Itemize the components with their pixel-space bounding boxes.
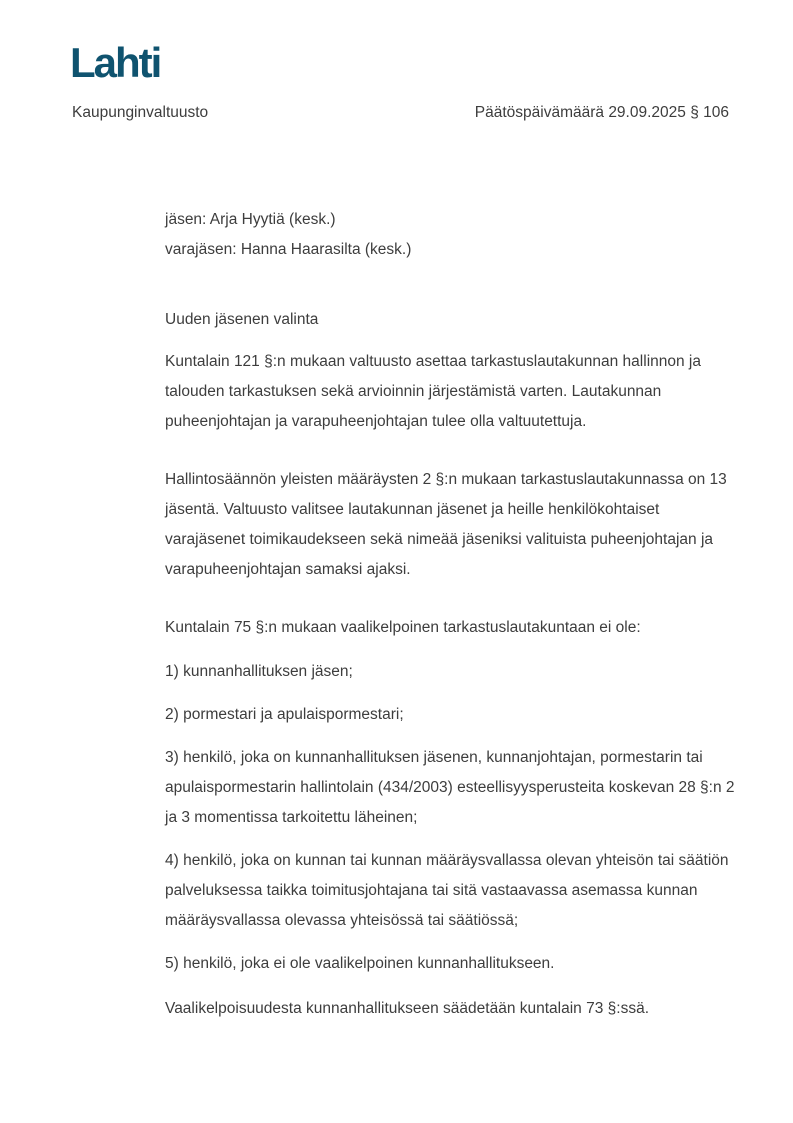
section-title: Uuden jäsenen valinta bbox=[165, 311, 319, 328]
document-header bbox=[0, 104, 793, 122]
member-block bbox=[165, 205, 743, 265]
paragraph: Kuntalain 121 §:n mukaan valtuusto asettaa tarkastuslautakunnan hallinnon ja talouden tarkastuksen sekä arvioinnin järjestämistä varten. Lautakunnan puheenjohtajan ja varapuheenjohtajan tulee olla valtuutettuja. bbox=[165, 353, 701, 430]
member-line: jäsen: Arja Hyytiä (kesk.) bbox=[165, 211, 336, 228]
document-body bbox=[165, 205, 743, 1024]
list-item: 3) henkilö, joka on kunnanhallituksen jäsenen, kunnanjohtajan, pormestarin tai apulaispormestarin hallintolain (434/2003) esteellisyysperusteita koskevan 28 §:n 2 ja 3 momentissa tarkoitettu läheinen; bbox=[165, 749, 735, 826]
org-name: Kaupunginvaltuusto bbox=[72, 104, 209, 121]
list-item: 4) henkilö, joka on kunnan tai kunnan määräysvallassa olevan yhteisön tai säätiön palveluksessa taikka toimitusjohtajana tai sitä vastaavassa asemassa kunnan määräysvallassa olevassa yhteisössä tai säätiössä; bbox=[165, 852, 729, 929]
deputy-member-line: varajäsen: Hanna Haarasilta (kesk.) bbox=[165, 241, 412, 258]
list-item: 5) henkilö, joka ei ole vaalikelpoinen kunnanhallitukseen. bbox=[165, 955, 555, 972]
list-item: 1) kunnanhallituksen jäsen; bbox=[165, 663, 353, 680]
decision-date-line: Päätöspäivämäärä 29.09.2025 § 106 bbox=[474, 104, 729, 121]
final-paragraph: Vaalikelpoisuudesta kunnanhallitukseen säädetään kuntalain 73 §:ssä. bbox=[165, 1000, 650, 1017]
paragraph: Kuntalain 75 §:n mukaan vaalikelpoinen tarkastuslautakuntaan ei ole: bbox=[165, 619, 641, 636]
lahti-logo: Lahti bbox=[70, 39, 161, 86]
list-item: 2) pormestari ja apulaispormestari; bbox=[165, 706, 404, 723]
paragraph: Hallintosäännön yleisten määräysten 2 §:n mukaan tarkastuslautakunnassa on 13 jäsentä. Valtuusto valitsee lautakunnan jäsenet ja heille henkilökohtaiset varajäsenet toimikaudekseen sekä nimeää jäseniksi valituista puheenjohtajan ja varapuheenjohtajan samaksi ajaksi. bbox=[165, 471, 727, 578]
